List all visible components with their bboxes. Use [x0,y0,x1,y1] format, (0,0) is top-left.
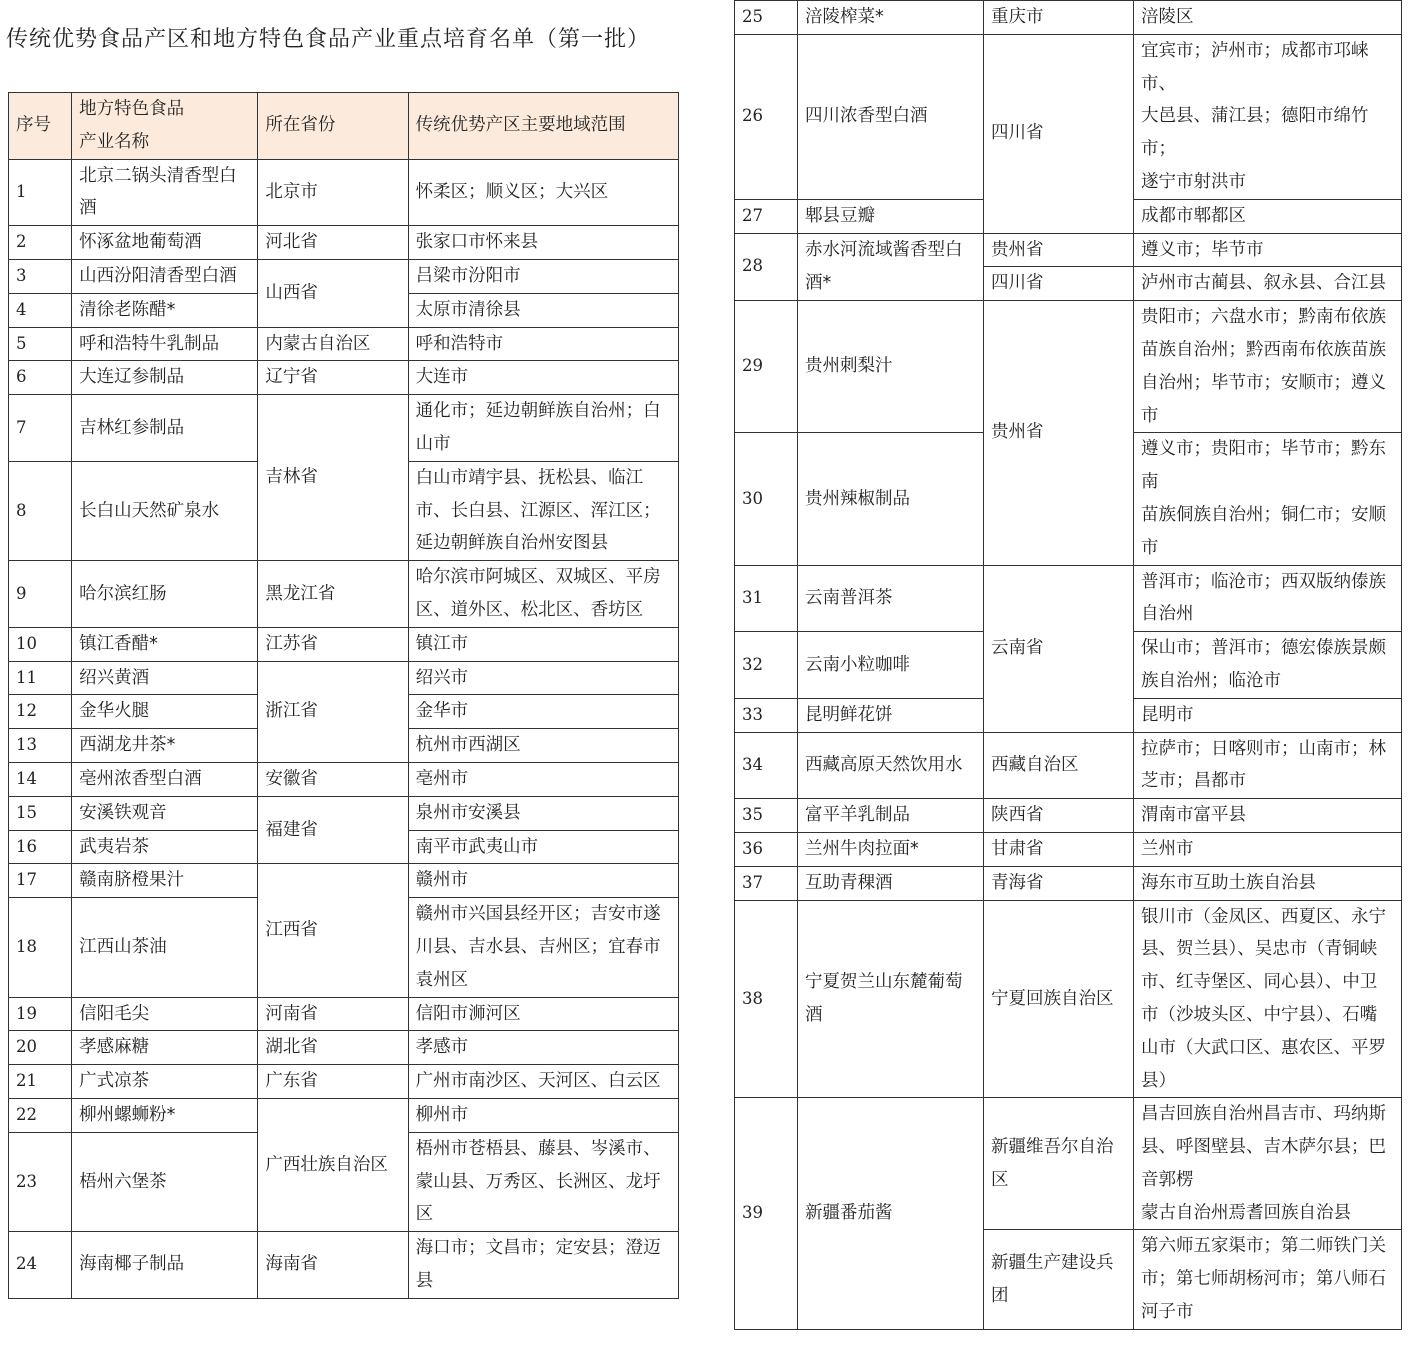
cell-name: 宁夏贺兰山东麓葡萄酒 [798,900,984,1098]
cell-no: 22 [9,1098,72,1132]
cell-name: 新疆番茄酱 [798,1098,984,1330]
header-name-line2: 产业名称 [79,131,150,152]
cell-region-line: 昌吉回族自治州昌吉市、玛纳斯县、呼图壁县、吉木萨尔县；巴音郭楞 [1141,1104,1386,1190]
cell-no: 23 [9,1132,72,1231]
cell-region: 镇江市 [408,627,678,661]
cell-name: 长白山天然矿泉水 [72,461,258,560]
table-row [9,997,679,1031]
cell-region-line: 蒙古自治州焉耆回族自治县 [1141,1202,1351,1223]
cell-name: 贵州刺梨汁 [798,301,984,433]
cell-province: 广西壮族自治区 [258,1098,408,1231]
table-row [735,832,1402,866]
cell-region: 涪陵区 [1134,1,1402,35]
cell-name: 呼和浩特牛乳制品 [72,327,258,361]
cell-no: 35 [735,799,798,833]
table-row [735,732,1402,799]
cell-region: 太原市清徐县 [408,293,678,327]
cell-province: 辽宁省 [258,361,408,395]
cell-no: 29 [735,301,798,433]
cell-no: 1 [9,159,72,226]
cell-no: 17 [9,864,72,898]
cell-region: 泉州市安溪县 [408,796,678,830]
cell-name: 哈尔滨红肠 [72,561,258,628]
cell-no: 30 [735,433,798,565]
cell-region [1134,433,1402,565]
cell-name: 绍兴黄酒 [72,661,258,695]
cell-region: 呼和浩特市 [408,327,678,361]
cell-name: 涪陵榨菜* [798,1,984,35]
header-province: 所在省份 [258,93,408,160]
cell-region-line: 宜宾市；泸州市；成都市邛崃市、 [1141,40,1369,94]
cell-region: 海口市；文昌市；定安县；澄迈县 [408,1232,678,1299]
cell-no: 27 [735,199,798,233]
cell-no: 6 [9,361,72,395]
cell-province: 黑龙江省 [258,561,408,628]
cell-no: 21 [9,1065,72,1099]
cell-region [1134,1098,1402,1230]
table-row [9,361,679,395]
cell-name: 云南普洱茶 [798,565,984,632]
cell-no: 19 [9,997,72,1031]
cell-no: 16 [9,830,72,864]
cell-province: 河北省 [258,226,408,260]
cell-province: 山西省 [258,259,408,327]
cell-region-line: 遂宁市射洪市 [1141,171,1246,192]
cell-province: 内蒙古自治区 [258,327,408,361]
table-row [9,864,679,898]
cell-province: 云南省 [984,565,1134,732]
cell-no: 9 [9,561,72,628]
cell-region: 第六师五家渠市；第二师铁门关市；第七师胡杨河市；第八师石河子市 [1134,1230,1402,1329]
cell-region-line: 大邑县、蒲江县；德阳市绵竹市； [1141,106,1369,160]
cell-no: 20 [9,1031,72,1065]
cell-name: 互助青稞酒 [798,866,984,900]
cell-province: 甘肃省 [984,832,1134,866]
table-row [9,762,679,796]
cell-region: 遵义市；毕节市 [1134,233,1402,267]
table-row [735,866,1402,900]
cell-province: 西藏自治区 [984,732,1134,799]
cell-province: 浙江省 [258,661,408,762]
table-row [9,661,679,695]
cell-region: 贵阳市；六盘水市；黔南布依族苗族自治州；黔西南布依族苗族自治州；毕节市；安顺市；遵义市 [1134,301,1402,433]
cell-no: 26 [735,34,798,199]
cell-no: 33 [735,698,798,732]
table-row [9,627,679,661]
cell-province: 重庆市 [984,1,1134,35]
cell-name: 海南椰子制品 [72,1232,258,1299]
cell-name: 金华火腿 [72,695,258,729]
cell-region: 亳州市 [408,762,678,796]
table-row [9,159,679,226]
cell-no: 38 [735,900,798,1098]
cell-name: 郫县豆瓣 [798,199,984,233]
cell-province: 安徽省 [258,762,408,796]
cell-region: 信阳市浉河区 [408,997,678,1031]
cell-no: 32 [735,632,798,699]
header-region: 传统优势产区主要地域范围 [408,93,678,160]
table-row [735,233,1402,267]
cell-region: 兰州市 [1134,832,1402,866]
cell-no: 8 [9,461,72,560]
table-row [9,796,679,830]
cell-name: 安溪铁观音 [72,796,258,830]
cell-name: 北京二锅头清香型白酒 [72,159,258,226]
cell-region: 泸州市古蔺县、叙永县、合江县 [1134,267,1402,301]
cell-region-line: 遵义市；贵阳市；毕节市；黔东南 [1141,439,1386,493]
table-row [735,1098,1402,1230]
cell-name: 广式凉茶 [72,1065,258,1099]
cell-name: 贵州辣椒制品 [798,433,984,565]
table-row [9,259,679,293]
cell-name: 西湖龙井茶* [72,729,258,763]
cell-region: 梧州市苍梧县、藤县、岑溪市、蒙山县、万秀区、长洲区、龙圩区 [408,1132,678,1231]
table-row [9,1065,679,1099]
table-row [735,565,1402,632]
cell-no: 3 [9,259,72,293]
cell-region: 成都市郫都区 [1134,199,1402,233]
cell-province: 新疆生产建设兵团 [984,1230,1134,1329]
header-no: 序号 [9,93,72,160]
cell-name: 孝感麻糖 [72,1031,258,1065]
table-row [9,1031,679,1065]
cell-name: 山西汾阳清香型白酒 [72,259,258,293]
cell-province: 贵州省 [984,301,1134,565]
cell-name: 亳州浓香型白酒 [72,762,258,796]
cell-province: 江西省 [258,864,408,997]
table-row [9,1098,679,1132]
cell-name: 四川浓香型白酒 [798,34,984,199]
cell-no: 14 [9,762,72,796]
cell-region: 赣州市兴国县经开区；吉安市遂川县、吉水县、吉州区；宜春市袁州区 [408,898,678,997]
table-row [735,1,1402,35]
cell-no: 4 [9,293,72,327]
cell-region: 张家口市怀来县 [408,226,678,260]
cell-region: 白山市靖宇县、抚松县、临江市、长白县、江源区、浑江区；延边朝鲜族自治州安图县 [408,461,678,560]
cell-name: 武夷岩茶 [72,830,258,864]
cell-no: 15 [9,796,72,830]
table-header-row [9,93,679,160]
cell-province: 福建省 [258,796,408,864]
table-row [735,900,1402,1098]
cell-no: 2 [9,226,72,260]
cell-no: 24 [9,1232,72,1299]
cell-province: 新疆维吾尔自治区 [984,1098,1134,1230]
cell-no: 5 [9,327,72,361]
cell-province: 广东省 [258,1065,408,1099]
cell-name: 镇江香醋* [72,627,258,661]
cell-name: 信阳毛尖 [72,997,258,1031]
cell-no: 11 [9,661,72,695]
table-row [9,327,679,361]
table-row [735,301,1402,433]
cell-province: 海南省 [258,1232,408,1299]
cell-province: 湖北省 [258,1031,408,1065]
cell-name: 吉林红参制品 [72,395,258,462]
cell-province: 贵州省 [984,233,1134,267]
cell-province: 宁夏回族自治区 [984,900,1134,1098]
table-row [9,395,679,462]
cell-name: 兰州牛肉拉面* [798,832,984,866]
cell-name: 云南小粒咖啡 [798,632,984,699]
cell-name: 清徐老陈醋* [72,293,258,327]
cell-province: 北京市 [258,159,408,226]
cell-region: 广州市南沙区、天河区、白云区 [408,1065,678,1099]
cell-no: 39 [735,1098,798,1330]
cell-region: 绍兴市 [408,661,678,695]
cell-no: 18 [9,898,72,997]
cell-region: 孝感市 [408,1031,678,1065]
cell-region [1134,34,1402,199]
cell-no: 28 [735,233,798,301]
cell-region: 哈尔滨市阿城区、双城区、平房区、道外区、松北区、香坊区 [408,561,678,628]
cell-name: 昆明鲜花饼 [798,698,984,732]
cell-region: 保山市；普洱市；德宏傣族景颇族自治州；临沧市 [1134,632,1402,699]
cell-region: 柳州市 [408,1098,678,1132]
cell-region: 金华市 [408,695,678,729]
cell-name: 赣南脐橙果汁 [72,864,258,898]
header-name [72,93,258,160]
cell-name: 江西山茶油 [72,898,258,997]
cell-name: 赤水河流域酱香型白酒* [798,233,984,301]
cell-province: 吉林省 [258,395,408,561]
cell-no: 13 [9,729,72,763]
cell-region: 南平市武夷山市 [408,830,678,864]
cell-province: 青海省 [984,866,1134,900]
cell-no: 12 [9,695,72,729]
cell-name: 柳州螺蛳粉* [72,1098,258,1132]
table-row [9,1232,679,1299]
cell-region-line: 苗族侗族自治州；铜仁市；安顺市 [1141,504,1386,558]
cell-region: 渭南市富平县 [1134,799,1402,833]
header-name-line1: 地方特色食品 [79,99,185,119]
cell-province: 河南省 [258,997,408,1031]
cell-province: 四川省 [984,34,1134,233]
cell-name: 怀涿盆地葡萄酒 [72,226,258,260]
cell-province: 四川省 [984,267,1134,301]
cell-name: 富平羊乳制品 [798,799,984,833]
cell-no: 31 [735,565,798,632]
cell-province: 陕西省 [984,799,1134,833]
cell-no: 25 [735,1,798,35]
left-table [8,92,679,1299]
table-row [735,799,1402,833]
cell-region: 通化市；延边朝鲜族自治州；白山市 [408,395,678,462]
cell-region: 杭州市西湖区 [408,729,678,763]
cell-region: 普洱市；临沧市；西双版纳傣族自治州 [1134,565,1402,632]
table-row [735,34,1402,199]
cell-province: 江苏省 [258,627,408,661]
cell-region: 吕梁市汾阳市 [408,259,678,293]
cell-no: 34 [735,732,798,799]
cell-no: 7 [9,395,72,462]
cell-no: 10 [9,627,72,661]
page-title: 传统优势食品产区和地方特色食品产业重点培育名单（第一批） [6,27,651,52]
cell-region: 赣州市 [408,864,678,898]
cell-name: 梧州六堡茶 [72,1132,258,1231]
table-row [9,226,679,260]
cell-name: 西藏高原天然饮用水 [798,732,984,799]
cell-no: 36 [735,832,798,866]
cell-region: 大连市 [408,361,678,395]
cell-name: 大连辽参制品 [72,361,258,395]
table-row [9,561,679,628]
cell-region: 怀柔区；顺义区；大兴区 [408,159,678,226]
cell-region: 银川市（金凤区、西夏区、永宁县、贺兰县）、吴忠市（青铜峡市、红寺堡区、同心县）、中卫市（沙坡头区、中宁县）、石嘴山市（大武口区、惠农区、平罗县） [1134,900,1402,1098]
cell-region: 拉萨市；日喀则市；山南市；林芝市；昌都市 [1134,732,1402,799]
cell-region: 海东市互助土族自治县 [1134,866,1402,900]
right-table [734,0,1402,1330]
cell-region: 昆明市 [1134,698,1402,732]
cell-no: 37 [735,866,798,900]
